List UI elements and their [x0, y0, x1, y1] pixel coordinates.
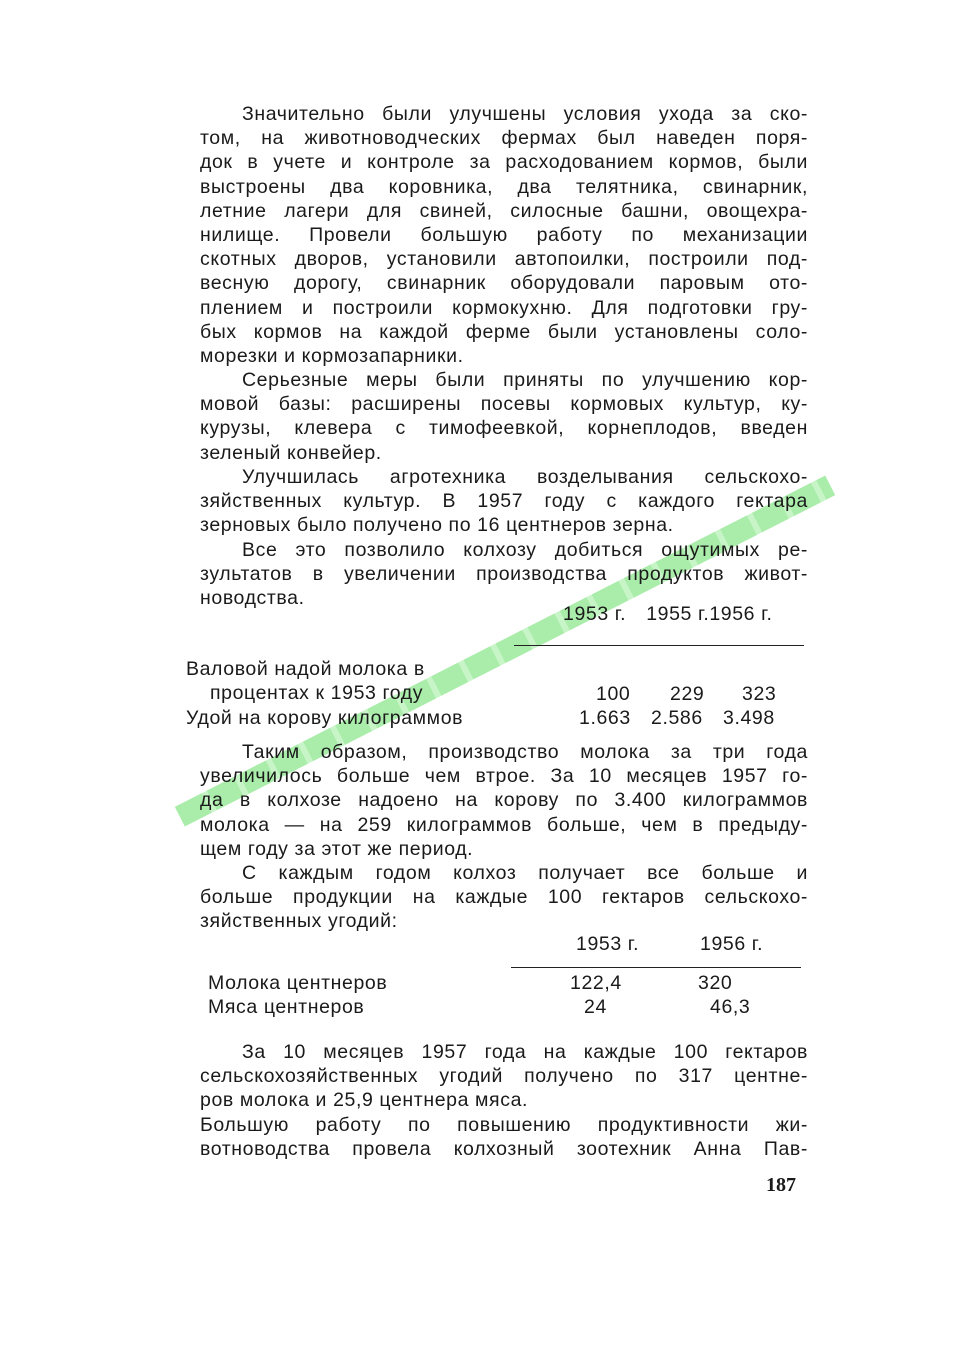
paragraph-2: [160, 368, 808, 465]
text-line: морезки и кормозапарники.: [200, 345, 464, 368]
paragraph-6: [160, 861, 808, 934]
column-header: 1955 г.: [646, 603, 710, 625]
text-line: скотных дворов, установили автопоилки, построили под-: [200, 248, 808, 271]
text-line: выстроены два коровника, два телятника, свинарник,: [200, 175, 808, 198]
text-line: новодства.: [200, 587, 305, 610]
table-cell: 24: [584, 996, 607, 1018]
text-line: увеличилось больше чем втрое. За 10 месяцев 1957 го-: [200, 765, 808, 788]
row-label: процентах к 1953 году: [210, 682, 424, 705]
text-line: С каждым годом колхоз получает все больше и: [242, 862, 808, 884]
text-line: больше продукции на каждые 100 гектаров сельскохо-: [200, 886, 808, 909]
row-label: Молока центнеров: [208, 972, 388, 994]
text-line: Значительно были улучшены условия ухода за ско-: [242, 103, 808, 125]
table-rule: [511, 967, 801, 968]
text-line: зяйственных культур. В 1957 году с каждого гектара: [200, 490, 808, 513]
paragraph-7: [160, 1040, 808, 1113]
text-line: весную дорогу, свинарник оборудовали паровым ото-: [200, 272, 808, 295]
table-cell: 122,4: [570, 972, 622, 994]
table-cell: 320: [698, 972, 733, 994]
text-line: вотноводства провела колхозный зоотехник Анна Пав-: [200, 1138, 808, 1161]
column-header: 1956 г.: [709, 603, 773, 625]
row-label: Мяса центнеров: [208, 996, 365, 1018]
table-cell: 100: [596, 683, 631, 705]
text-line: мовой базы: расширены посевы кормовых культур, ку-: [200, 393, 808, 416]
row-label: Удой на корову килограммов: [186, 707, 464, 729]
paragraph-8: [160, 1113, 808, 1161]
row-label: Валовой надой молока в: [186, 658, 425, 680]
table-header: [563, 602, 773, 626]
text-line: курузы, клевера с тимофеевкой, корнеплодов, введен: [200, 417, 808, 440]
text-line: зеленый конвейер.: [200, 441, 382, 464]
text-line: зерновых было получено по 16 центнеров зерна.: [200, 514, 674, 537]
text-line: ров молока и 25,9 центнера мяса.: [200, 1089, 529, 1112]
text-line: щем году за этот же период.: [200, 837, 474, 860]
table-row: [186, 657, 425, 705]
text-line: да в колхозе надоено на корову по 3.400 килограммов: [200, 789, 808, 812]
text-line: том, на животноводческих фермах был наведен поря-: [200, 127, 808, 150]
table-cell: 46,3: [710, 996, 751, 1018]
text-line: сельскохозяйственных угодий получено по 317 центне-: [200, 1065, 808, 1088]
table-cell: 323: [742, 683, 777, 705]
text-line: летние лагери для свиней, силосные башни, овощехра-: [200, 199, 808, 222]
text-line: док в учете и контроле за расходованием кормов, были: [200, 151, 808, 174]
text-line: плением и построили кормокухню. Для подготовки гру-: [200, 296, 808, 319]
column-header: 1953 г.: [563, 603, 627, 625]
paragraph-1: [160, 102, 808, 368]
text-line: зультатов в увеличении производства продуктов живот-: [200, 563, 808, 586]
text-line: нилище. Провели большую работу по механизации: [200, 224, 808, 247]
text-line: бых кормов на каждой ферме были установлены соло-: [200, 320, 808, 343]
text-line: За 10 месяцев 1957 года на каждые 100 гектаров: [242, 1041, 808, 1063]
column-header: 1953 г.: [576, 933, 640, 955]
paragraph-3: [160, 465, 808, 538]
page-number: 187: [766, 1174, 796, 1196]
table-rule: [514, 645, 804, 646]
text-line: Все это позволило колхозу добиться ощутимых ре-: [242, 539, 808, 561]
table-cell: 229: [670, 683, 705, 705]
text-line: зяйственных угодий:: [200, 910, 398, 933]
paragraph-4: [160, 538, 808, 611]
text-line: Таким образом, производство молока за три года: [242, 741, 808, 763]
table-cell: 2.586: [651, 707, 703, 729]
table-cell: 1.663: [579, 707, 631, 729]
text-line: Серьезные меры были приняты по улучшению кор-: [242, 369, 808, 391]
column-header: 1956 г.: [700, 933, 764, 955]
table-row: [186, 706, 463, 730]
paragraph-5: [160, 740, 808, 861]
text-line: Улучшилась агротехника возделывания сельскохо-: [242, 466, 808, 488]
text-line: молока — на 259 килограммов больше, чем в предыду-: [200, 813, 808, 836]
text-line: Большую работу по повышению продуктивности жи-: [200, 1114, 808, 1136]
table-cell: 3.498: [723, 707, 775, 729]
